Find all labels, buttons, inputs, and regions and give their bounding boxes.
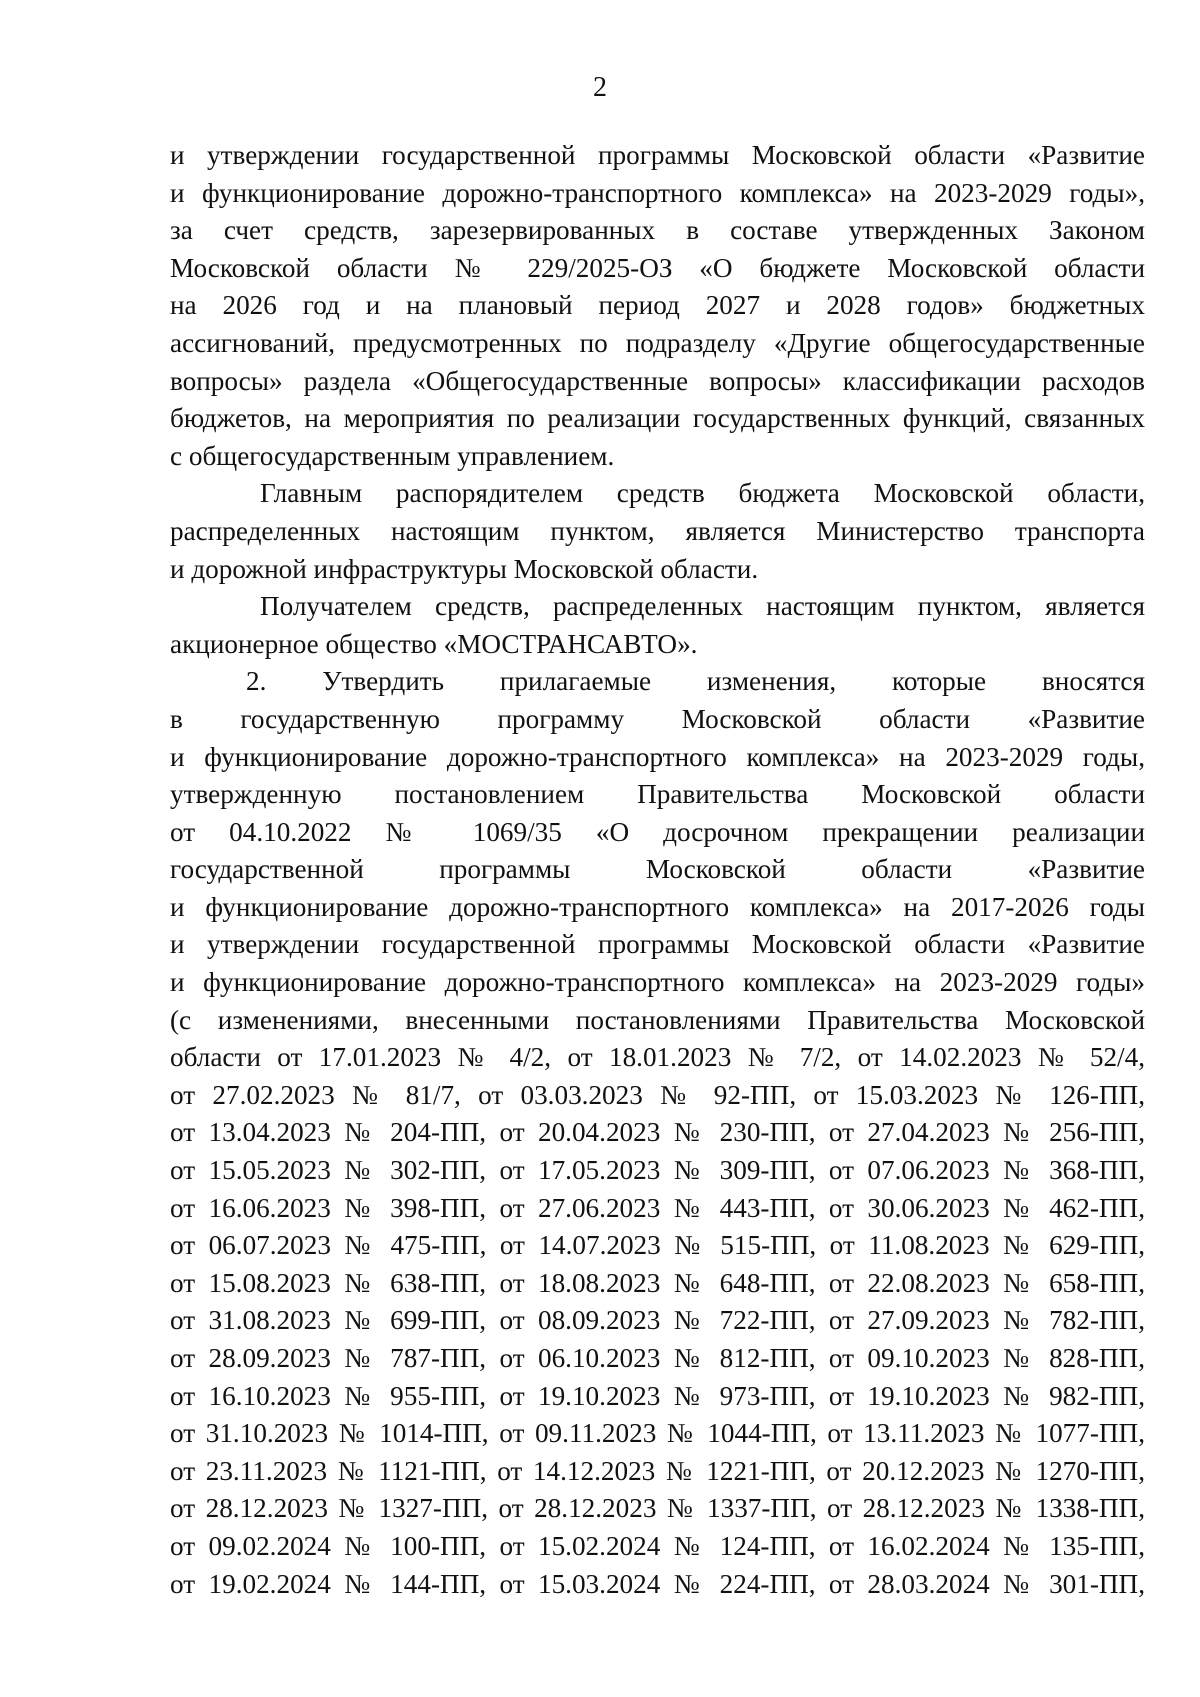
text-line: от 15.05.2023 № 302-ПП, от 17.05.2023 № 309-ПП, от 07.06.2023 № 368-ПП, <box>170 1155 1145 1186</box>
text-line: 2. Утвердить прилагаемые изменения, которые вносятся <box>246 666 1145 697</box>
text-line: от 31.10.2023 № 1014-ПП, от 09.11.2023 № 1044-ПП, от 13.11.2023 № 1077-ПП, <box>170 1418 1145 1449</box>
text-line: в государственную программу Московской области «Развитие <box>170 703 1145 734</box>
text-line: от 31.08.2023 № 699-ПП, от 08.09.2023 № 722-ПП, от 27.09.2023 № 782-ПП, <box>170 1305 1145 1336</box>
page-number: 2 <box>593 72 607 103</box>
text-line: и функционирование дорожно-транспортного комплекса» на 2017-2026 годы <box>170 891 1145 922</box>
text-line: от 28.12.2023 № 1327-ПП, от 28.12.2023 № 1337-ПП, от 28.12.2023 № 1338-ПП, <box>170 1493 1145 1524</box>
text-line: ассигнований, предусмотренных по подразделу «Другие общегосударственные <box>170 327 1145 358</box>
document-body <box>170 137 1145 1603</box>
text-line: (с изменениями, внесенными постановлениями Правительства Московской <box>170 1004 1145 1035</box>
text-line: области от 17.01.2023 № 4/2, от 18.01.2023 № 7/2, от 14.02.2023 № 52/4, <box>170 1042 1145 1073</box>
text-line: бюджетов, на мероприятия по реализации государственных функций, связанных <box>170 403 1145 434</box>
text-line: акционерное общество «МОСТРАНСАВТО». <box>170 628 698 659</box>
text-line: Главным распорядителем средств бюджета Московской области, <box>260 478 1145 509</box>
text-line: от 15.08.2023 № 638-ПП, от 18.08.2023 № 648-ПП, от 22.08.2023 № 658-ПП, <box>170 1267 1145 1298</box>
text-line: Получателем средств, распределенных настоящим пунктом, является <box>260 591 1145 622</box>
text-line: и функционирование дорожно-транспортного комплекса» на 2023-2029 годы» <box>170 967 1145 998</box>
text-line: от 27.02.2023 № 81/7, от 03.03.2023 № 92-ПП, от 15.03.2023 № 126-ПП, <box>170 1079 1145 1110</box>
text-line: от 16.06.2023 № 398-ПП, от 27.06.2023 № 443-ПП, от 30.06.2023 № 462-ПП, <box>170 1192 1145 1223</box>
text-line: и дорожной инфраструктуры Московской области. <box>170 553 759 584</box>
text-line: от 16.10.2023 № 955-ПП, от 19.10.2023 № 973-ПП, от 19.10.2023 № 982-ПП, <box>170 1380 1145 1411</box>
text-line: от 13.04.2023 № 204-ПП, от 20.04.2023 № 230-ПП, от 27.04.2023 № 256-ПП, <box>170 1117 1145 1148</box>
text-line: государственной программы Московской области «Развитие <box>170 854 1145 885</box>
text-line: от 06.07.2023 № 475-ПП, от 14.07.2023 № 515-ПП, от 11.08.2023 № 629-ПП, <box>170 1230 1145 1261</box>
text-line: утвержденную постановлением Правительства Московской области <box>170 779 1145 810</box>
text-line: и функционирование дорожно-транспортного комплекса» на 2023-2029 годы», <box>170 177 1145 208</box>
text-line: вопросы» раздела «Общегосударственные вопросы» классификации расходов <box>170 365 1145 396</box>
text-line: Московской области № 229/2025-ОЗ «О бюджете Московской области <box>170 252 1145 283</box>
text-line: от 19.02.2024 № 144-ПП, от 15.03.2024 № 224-ПП, от 28.03.2024 № 301-ПП, <box>170 1568 1145 1599</box>
text-line: от 04.10.2022 № 1069/35 «О досрочном прекращении реализации <box>170 816 1145 847</box>
text-line: распределенных настоящим пунктом, является Министерство транспорта <box>170 515 1145 546</box>
text-line: с общегосударственным управлением. <box>170 440 615 471</box>
text-line: и функционирование дорожно-транспортного комплекса» на 2023-2029 годы, <box>170 741 1145 772</box>
text-line: и утверждении государственной программы Московской области «Развитие <box>170 140 1145 170</box>
text-line: от 23.11.2023 № 1121-ПП, от 14.12.2023 № 1221-ПП, от 20.12.2023 № 1270-ПП, <box>170 1455 1145 1486</box>
text-line: от 28.09.2023 № 787-ПП, от 06.10.2023 № 812-ПП, от 09.10.2023 № 828-ПП, <box>170 1343 1145 1373</box>
text-line: на 2026 год и на плановый период 2027 и 2028 годов» бюджетных <box>170 290 1145 321</box>
text-line: за счет средств, зарезервированных в составе утвержденных Законом <box>170 215 1145 246</box>
text-line: от 09.02.2024 № 100-ПП, от 15.02.2024 № 124-ПП, от 16.02.2024 № 135-ПП, <box>170 1530 1145 1561</box>
text-line: и утверждении государственной программы Московской области «Развитие <box>170 929 1145 960</box>
